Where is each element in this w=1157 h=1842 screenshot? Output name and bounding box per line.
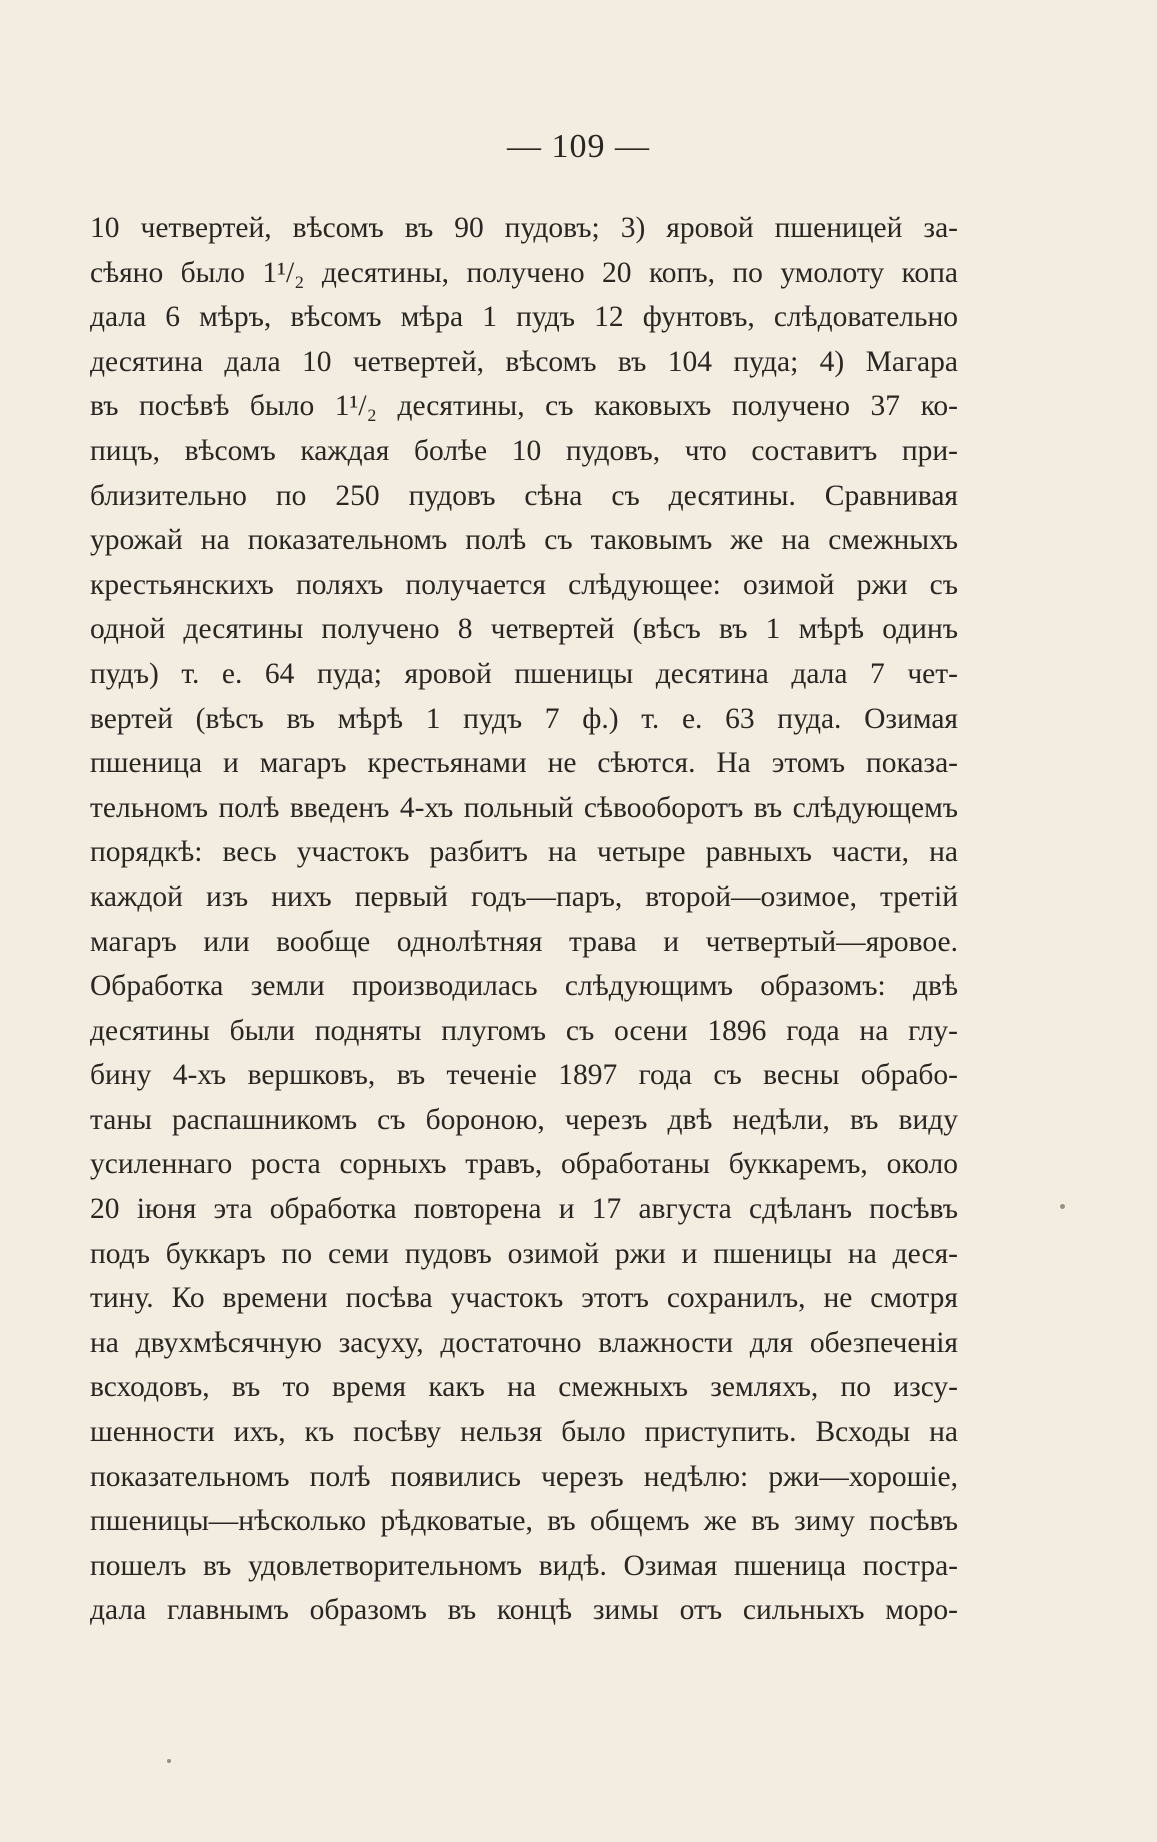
text-line: 10 четвертей, вѣсомъ въ 90 пудовъ; 3) яровой пшеницей за- <box>90 212 958 244</box>
text-line: тину. Ко времени посѣва участокъ этотъ сохранилъ, не смотря <box>90 1282 958 1315</box>
text-line: Обработка земли производилась слѣдующимъ образомъ: двѣ <box>90 970 958 1003</box>
text-line: пошелъ въ удовлетворительномъ видѣ. Озимая пшеница постра- <box>90 1549 958 1582</box>
text-line: шенности ихъ, къ посѣву нельзя было приступить. Всходы на <box>90 1416 958 1449</box>
text-line: усиленнаго роста сорныхъ травъ, обработаны буккаремъ, около <box>90 1148 958 1181</box>
text-line: пшеницы—нѣсколько рѣдковатые, въ общемъ же въ зиму посѣвъ <box>90 1505 958 1538</box>
paper-speck <box>1060 1204 1065 1209</box>
text-line: одной десятины получено 8 четвертей (вѣсъ въ 1 мѣрѣ одинъ <box>90 613 958 646</box>
text-line: показательномъ полѣ появились черезъ недѣлю: ржи—хорошіе, <box>90 1460 958 1493</box>
text-line: вертей (вѣсъ въ мѣрѣ 1 пудъ 7 ф.) т. е. 63 пуда. Озимая <box>90 702 958 735</box>
text-line: таны распашникомъ съ бороною, черезъ двѣ недѣли, въ виду <box>90 1103 958 1136</box>
text-line: 20 іюня эта обработка повторена и 17 августа сдѣланъ посѣвъ <box>90 1193 958 1226</box>
text-line: пшеница и магаръ крестьянами не сѣются. На этомъ показа- <box>90 747 958 780</box>
body-text <box>90 206 958 1633</box>
text-line: пудъ) т. е. 64 пуда; яровой пшеницы десятина дала 7 чет- <box>90 657 958 690</box>
text-line: дала 6 мѣръ, вѣсомъ мѣра 1 пудъ 12 фунтовъ, слѣдовательно <box>90 301 958 334</box>
text-line: магаръ или вообще однолѣтняя трава и четвертый—яровое. <box>90 925 958 958</box>
text-line: близительно по 250 пудовъ сѣна съ десятины. Сравнивая <box>90 479 958 512</box>
text-line: тельномъ полѣ введенъ 4-хъ польный сѣвооборотъ въ слѣдующемъ <box>90 791 958 824</box>
text-line: каждой изъ нихъ первый годъ—паръ, второй—озимое, третій <box>90 880 958 913</box>
text-line: подъ буккаръ по семи пудовъ озимой ржи и пшеницы на деся- <box>90 1237 958 1270</box>
text-line: крестьянскихъ поляхъ получается слѣдующее: озимой ржи съ <box>90 568 958 601</box>
text-line: десятина дала 10 четвертей, вѣсомъ въ 104 пуда; 4) Магара <box>90 345 958 378</box>
paper-speck <box>167 1759 171 1763</box>
text-line: въ посѣвѣ было 1¹/₂ десятины, съ каковыхъ получено 37 ко- <box>90 390 958 423</box>
text-line: порядкѣ: весь участокъ разбитъ на четыре равныхъ части, на <box>90 836 958 869</box>
text-line: сѣяно было 1¹/₂ десятины, получено 20 копъ, по умолоту копа <box>90 256 958 289</box>
page-number: — 109 — <box>507 128 650 165</box>
text-line: десятины были подняты плугомъ съ осени 1896 года на глу- <box>90 1014 958 1047</box>
text-line: пицъ, вѣсомъ каждая болѣе 10 пудовъ, что составитъ при- <box>90 434 958 467</box>
text-line: дала главнымъ образомъ въ концѣ зимы отъ сильныхъ моро- <box>90 1594 958 1627</box>
text-line: на двухмѣсячную засуху, достаточно влажности для обезпеченія <box>90 1326 958 1359</box>
text-line: урожай на показательномъ полѣ съ таковымъ же на смежныхъ <box>90 524 958 557</box>
text-line: всходовъ, въ то время какъ на смежныхъ земляхъ, по изсу- <box>90 1371 958 1404</box>
text-line: бину 4-хъ вершковъ, въ теченіе 1897 года съ весны обрабо- <box>90 1059 958 1092</box>
